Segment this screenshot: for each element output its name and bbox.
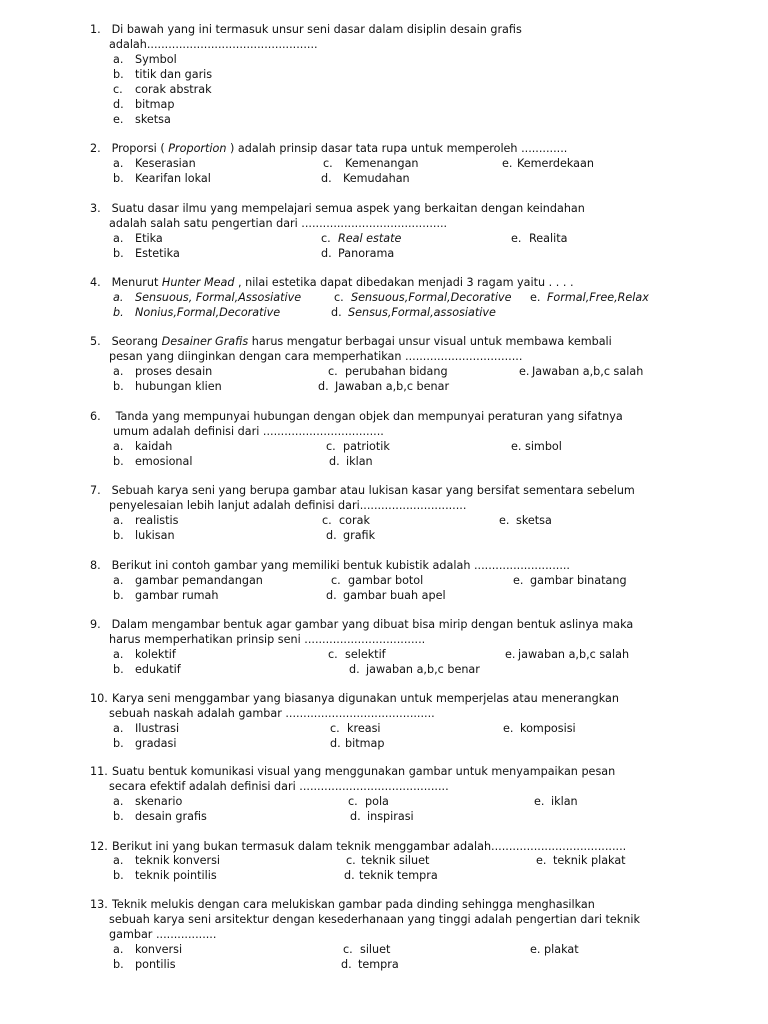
question-9-line-2: harus memperhatikan prinsip seni .................................. (109, 633, 426, 646)
option: c. Kemenangan (323, 157, 419, 170)
option: b. gambar rumah (113, 589, 219, 602)
option: b. gradasi (113, 737, 177, 750)
option: e. simbol (511, 440, 562, 453)
option: b. hubungan klien (113, 380, 222, 393)
question-1-line-2: adalah................................................ (109, 38, 318, 51)
option: b. emosional (113, 455, 193, 468)
option: c. selektif (328, 648, 386, 661)
option: d. grafik (326, 529, 376, 542)
option: a. Ilustrasi (113, 722, 180, 735)
option: b. titik dan garis (113, 68, 213, 81)
option: b. teknik pointilis (113, 869, 217, 882)
option: e. gambar binatang (513, 574, 627, 587)
option: a. Keserasian (113, 157, 196, 170)
question-3-line-1: 3. Suatu dasar ilmu yang mempelajari semua aspek yang berkaitan dengan keindahan (90, 202, 585, 215)
question-6-line-1: 6. Tanda yang mempunyai hubungan dengan objek dan mempunyai peraturan yang sifatnya (90, 410, 623, 423)
option: c. corak abstrak (113, 83, 212, 96)
option: c. patriotik (326, 440, 390, 453)
option: e. Realita (511, 232, 568, 245)
option: b. Kearifan lokal (113, 172, 211, 185)
option: c. siluet (343, 943, 391, 956)
option: a. Symbol (113, 53, 177, 66)
option: e. Jawaban a,b,c salah (519, 365, 644, 378)
option: b. pontilis (113, 958, 176, 971)
option: e. Kemerdekaan (502, 157, 594, 170)
option: a. teknik konversi (113, 854, 221, 867)
option: c. pola (348, 795, 389, 808)
option: e. plakat (530, 943, 579, 956)
question-7-line-1: 7. Sebuah karya seni yang berupa gambar atau lukisan kasar yang bersifat sementara sebelum (90, 484, 635, 497)
option: e. komposisi (503, 722, 576, 735)
question-13-line-3: gambar ................. (109, 928, 217, 941)
option: b. Nonius,Formal,Decorative (113, 306, 281, 319)
question-9-line-1: 9. Dalam mengambar bentuk agar gambar yang dibuat bisa mirip dengan bentuk aslinya maka (90, 618, 634, 631)
question-2-line-1: 2. Proporsi ( Proportion ) adalah prinsip dasar tata rupa untuk memperoleh ............. (90, 142, 568, 155)
question-10-line-2: sebuah naskah adalah gambar .......................................... (109, 707, 435, 720)
option: b. lukisan (113, 529, 175, 542)
question-7-line-2: penyelesaian lebih lanjut adalah definisi dari.............................. (109, 499, 467, 512)
option: e. iklan (534, 795, 578, 808)
question-10-line-1: 10. Karya seni menggambar yang biasanya digunakan untuk memperjelas atau menerangkan (90, 692, 619, 705)
option: d. jawaban a,b,c benar (349, 663, 480, 676)
option: d. bitmap (113, 98, 175, 111)
option: a. proses desain (113, 365, 213, 378)
option: d. Sensus,Formal,assosiative (331, 306, 496, 319)
option: e. sketsa (499, 514, 552, 527)
option: a. gambar pemandangan (113, 574, 263, 587)
option: e. Formal,Free,Relax (530, 291, 649, 304)
option: d. tempra (341, 958, 399, 971)
question-1-line-1: 1. Di bawah yang ini termasuk unsur seni dasar dalam disiplin desain grafis (90, 23, 522, 36)
question-13-line-1: 13. Teknik melukis dengan cara melukiskan gambar pada dinding sehingga menghasilkan (90, 898, 595, 911)
option: d. inspirasi (350, 810, 414, 823)
option: a. Etika (113, 232, 163, 245)
option: d. bitmap (330, 737, 385, 750)
question-11-line-2: secara efektif adalah definisi dari .......................................... (109, 780, 449, 793)
option: c. Sensuous,Formal,Decorative (334, 291, 512, 304)
question-6-line-2: umum adalah definisi dari .................................. (113, 425, 384, 438)
option: e. teknik plakat (536, 854, 626, 867)
option: a. realistis (113, 514, 179, 527)
option: c. Real estate (321, 232, 402, 245)
question-12-line-1: 12. Berikut ini yang bukan termasuk dalam teknik menggambar adalah...................................... (90, 840, 627, 853)
option: c. teknik siluet (346, 854, 430, 867)
option: a. Sensuous, Formal,Assosiative (113, 291, 302, 304)
question-11-line-1: 11. Suatu bentuk komunikasi visual yang menggunakan gambar untuk menyampaikan pesan (90, 765, 616, 778)
option: a. kolektif (113, 648, 176, 661)
option: c. gambar botol (331, 574, 424, 587)
option: d. gambar buah apel (326, 589, 446, 602)
option: d. Kemudahan (321, 172, 410, 185)
option: a. skenario (113, 795, 183, 808)
question-8-line-1: 8. Berikut ini contoh gambar yang memiliki bentuk kubistik adalah ........................... (90, 559, 570, 572)
option: c. perubahan bidang (328, 365, 448, 378)
option: d. Panorama (321, 247, 395, 260)
option: d. Jawaban a,b,c benar (318, 380, 450, 393)
question-13-line-2: sebuah karya seni arsitektur dengan kesederhanaan yang tinggi adalah pengertian dari teknik (109, 913, 640, 926)
option: a. kaidah (113, 440, 173, 453)
option: c. kreasi (330, 722, 381, 735)
option: e. sketsa (113, 113, 171, 126)
question-4-line-1: 4. Menurut Hunter Mead , nilai estetika dapat dibedakan menjadi 3 ragam yaitu . . . . (90, 276, 574, 289)
question-5-line-1: 5. Seorang Desainer Grafis harus mengatur berbagai unsur visual untuk membawa kembali (90, 335, 612, 348)
option: a. konversi (113, 943, 183, 956)
option: c. corak (322, 514, 370, 527)
option: e. jawaban a,b,c salah (505, 648, 630, 661)
question-3-line-2: adalah salah satu pengertian dari ......................................... (109, 217, 448, 230)
option: d. teknik tempra (344, 869, 438, 882)
option: b. edukatif (113, 663, 181, 676)
question-5-line-2: pesan yang diinginkan dengan cara memperhatikan ................................. (109, 350, 523, 363)
option: b. Estetika (113, 247, 180, 260)
option: d. iklan (329, 455, 373, 468)
option: b. desain grafis (113, 810, 207, 823)
